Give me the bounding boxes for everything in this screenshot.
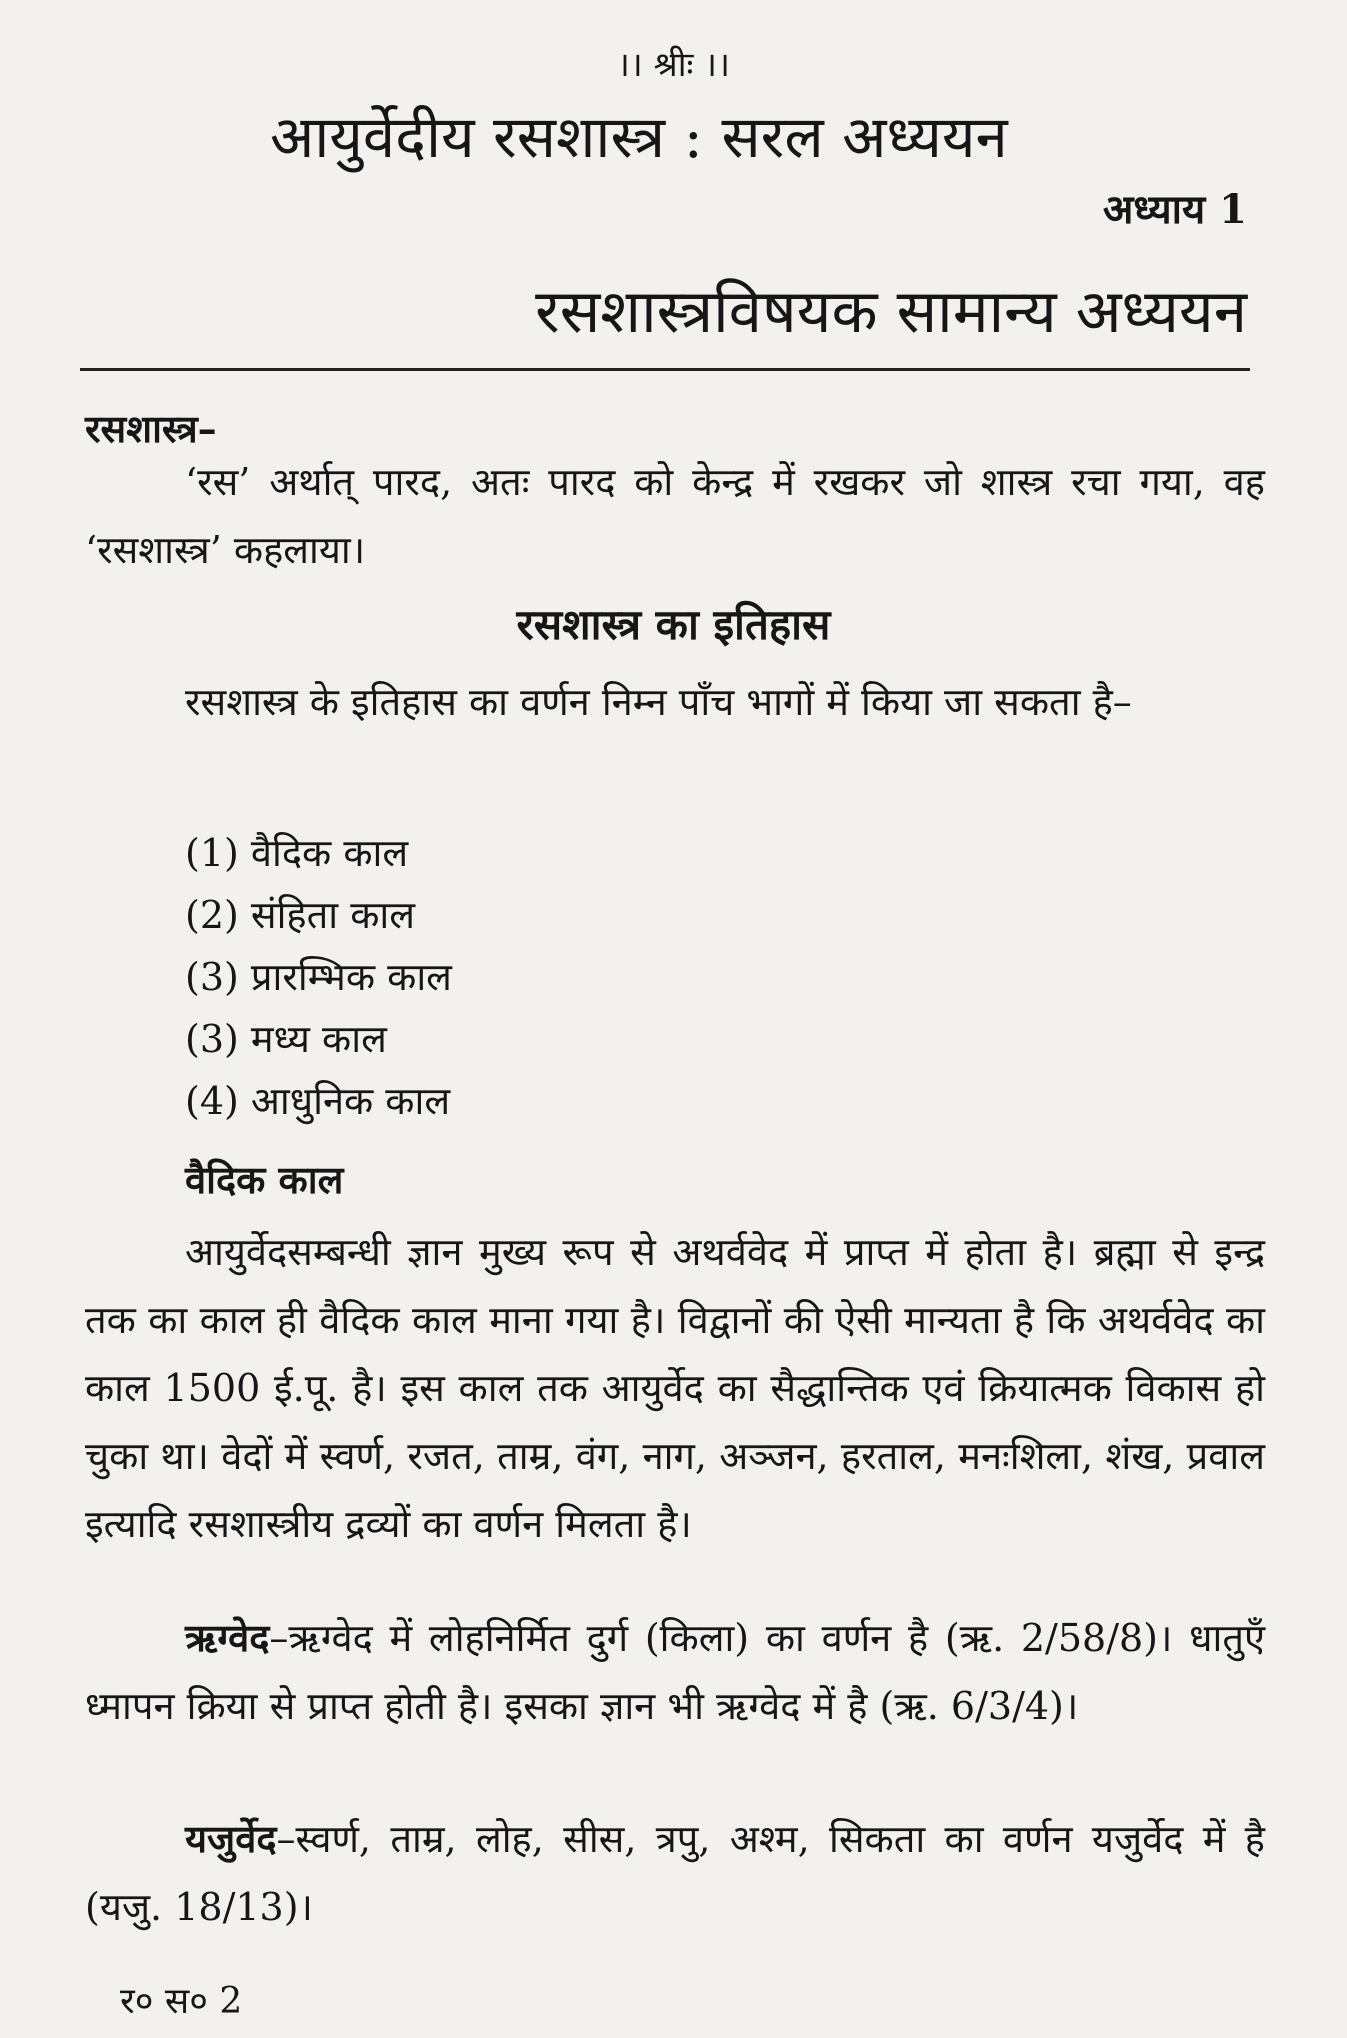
list-item: (1) वैदिक काल	[185, 831, 409, 875]
list-item: (4) आधुनिक काल	[185, 1079, 451, 1123]
period-list	[185, 822, 452, 1132]
chapter-divider	[80, 368, 1250, 371]
invocation: ।। श्रीः ।।	[617, 45, 730, 85]
list-item: (3) मध्य काल	[185, 1017, 387, 1061]
chapter-title: रसशास्त्रविषयक सामान्य अध्ययन	[535, 277, 1247, 347]
definition-paragraph: ‘रस’ अर्थात् पारद, अतः पारद को केन्द्र में रखकर जो शास्त्र रचा गया, वह ‘रसशास्त्र’ कहलाया।	[85, 460, 1265, 572]
yajurveda-paragraph	[85, 1805, 1265, 1941]
yajurveda-label: यजुर्वेद	[185, 1816, 277, 1861]
chapter-number: अध्याय 1	[1102, 186, 1247, 233]
vedic-paragraph: आयुर्वेदसम्बन्धी ज्ञान मुख्य रूप से अथर्ववेद में प्राप्त में होता है। ब्रह्मा से इन्द्र तक का काल ही वैदिक काल माना गया है। विद्वानों की ऐसी मान्यता है कि अथर्ववेद का काल 1500 ई.पू. है। इस काल तक आयुर्वेद का सैद्धान्तिक एवं क्रियात्मक विकास हो चुका था। वेदों में स्वर्ण, रजत, ताम्र, वंग, नाग, अञ्जन, हरताल, मनःशिला, शंख, प्रवाल इत्यादि रसशास्त्रीय द्रव्यों का वर्णन मिलता है।	[85, 1230, 1265, 1546]
history-intro: रसशास्त्र के इतिहास का वर्णन निम्न पाँच भागों में किया जा सकता है–	[185, 680, 1132, 724]
rigveda-label: ऋग्वेद	[185, 1615, 270, 1660]
history-heading: रसशास्त्र का इतिहास	[516, 600, 831, 649]
vedic-heading: वैदिक काल	[185, 1157, 344, 1202]
yajurveda-text: –स्वर्ण, ताम्र, लोह, सीस, त्रपु, अश्म, सिकता का वर्णन यजुर्वेद में है (यजु. 18/13)।	[85, 1817, 1265, 1929]
list-item: (2) संहिता काल	[185, 893, 415, 937]
definition-heading: रसशास्त्र–	[85, 406, 217, 451]
rigveda-paragraph	[85, 1604, 1265, 1740]
book-title: आयुर्वेदीय रसशास्त्र : सरल अध्ययन	[270, 103, 1008, 171]
list-item: (3) प्रारम्भिक काल	[185, 955, 452, 999]
rigveda-text: –ऋग्वेद में लोहनिर्मित दुर्ग (किला) का वर्णन है (ऋ. 2/58/8)। धातुएँ ध्मापन क्रिया से प्राप्त होती है। इसका ज्ञान भी ऋग्वेद में है (ऋ. 6/3/4)।	[85, 1616, 1265, 1728]
page-signature: र० स० 2	[120, 1981, 243, 2022]
